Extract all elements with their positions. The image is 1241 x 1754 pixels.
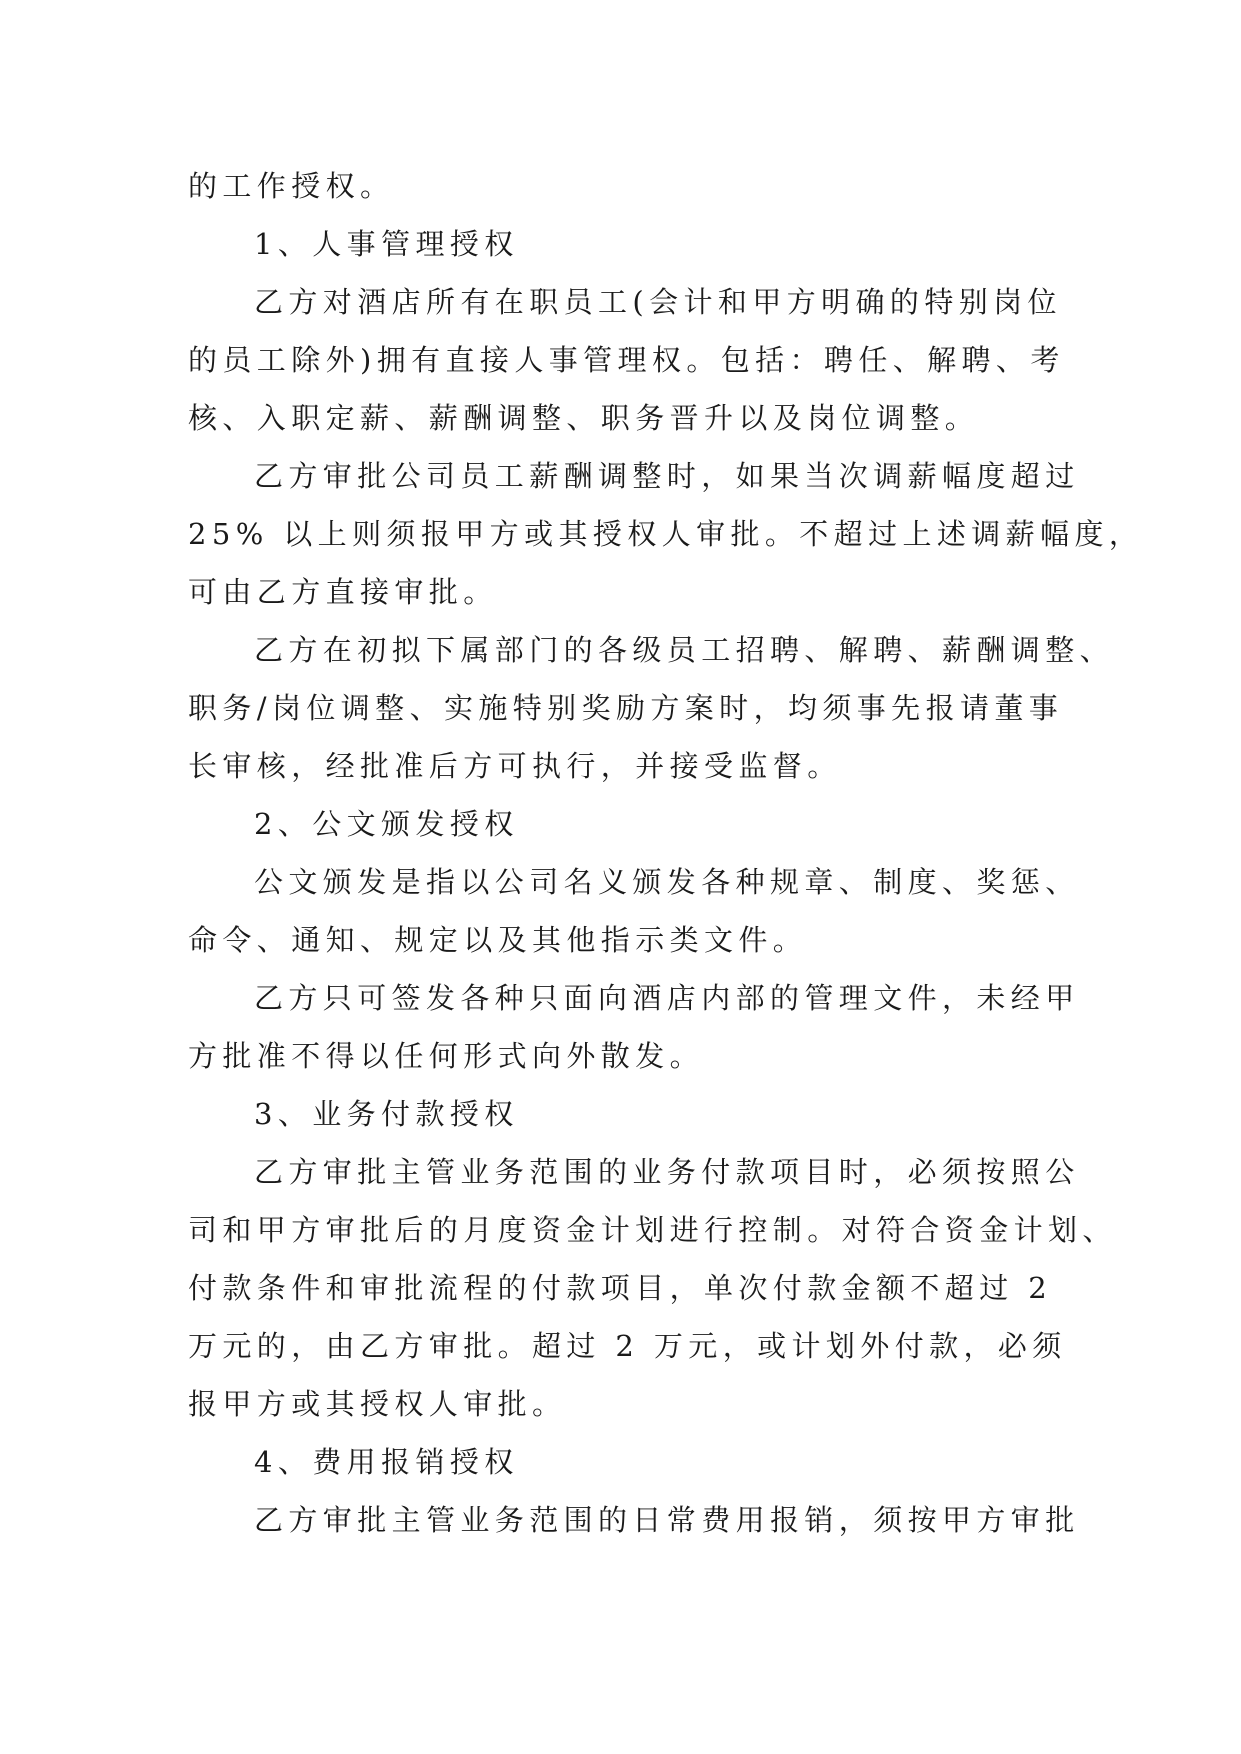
text-line: 长审核，经批准后方可执行，并接受监督。 <box>188 749 842 783</box>
text-line: 乙方审批主管业务范围的业务付款项目时，必须按照公 <box>254 1155 1080 1189</box>
text-line: 公文颁发是指以公司名义颁发各种规章、制度、奖惩、 <box>254 865 1080 899</box>
text-line: 1、人事管理授权 <box>254 227 519 261</box>
text-line: 乙方审批主管业务范围的日常费用报销，须按甲方审批 <box>254 1503 1080 1537</box>
text-line: 4、费用报销授权 <box>254 1445 519 1479</box>
document-body <box>188 157 1144 1549</box>
text-line: 可由乙方直接审批。 <box>188 575 498 609</box>
text-line: 报甲方或其授权人审批。 <box>188 1387 567 1421</box>
text-line: 万元的，由乙方审批。超过 2 万元，或计划外付款，必须 <box>188 1329 1067 1363</box>
text-line: 25% 以上则须报甲方或其授权人审批。不超过上述调薪幅度， <box>188 517 1144 551</box>
text-line: 命令、通知、规定以及其他指示类文件。 <box>188 923 808 957</box>
text-line: 3、业务付款授权 <box>254 1097 519 1131</box>
text-line: 2、公文颁发授权 <box>254 807 519 841</box>
text-line: 付款条件和审批流程的付款项目，单次付款金额不超过 2 <box>188 1271 1053 1305</box>
text-line: 乙方只可签发各种只面向酒店内部的管理文件，未经甲 <box>254 981 1080 1015</box>
text-line: 乙方审批公司员工薪酬调整时，如果当次调薪幅度超过 <box>254 459 1080 493</box>
text-line: 核、入职定薪、薪酬调整、职务晋升以及岗位调整。 <box>188 401 980 435</box>
text-line: 乙方在初拟下属部门的各级员工招聘、解聘、薪酬调整、 <box>254 633 1115 667</box>
text-line: 职务/岗位调整、实施特别奖励方案时，均须事先报请董事 <box>188 691 1064 725</box>
text-line: 的工作授权。 <box>188 169 395 203</box>
text-line: 方批准不得以任何形式向外散发。 <box>188 1039 705 1073</box>
text-line: 的员工除外)拥有直接人事管理权。包括：聘任、解聘、考 <box>188 343 1065 377</box>
text-line: 司和甲方审批后的月度资金计划进行控制。对符合资金计划、 <box>188 1213 1117 1247</box>
text-line: 乙方对酒店所有在职员工(会计和甲方明确的特别岗位 <box>254 285 1062 319</box>
